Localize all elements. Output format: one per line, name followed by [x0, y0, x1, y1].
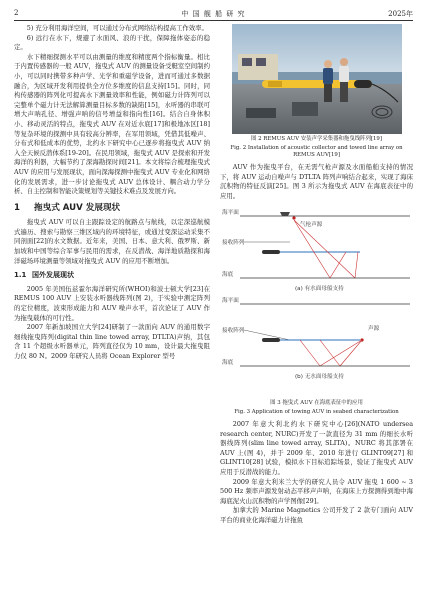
- body-paragraph: 2007 年新加坡国立大学[24]研制了一款面向 AUV 的通用数字细线拖曳阵列(digital thin line towed array, DTLTA)声纳，其包含 11 个超级水听器单元，阵列直径仅为 10 mm，设计最大拖曳阻力仅 80 N。2009 年研究人员将 Ocean Explorer 型号: [14, 323, 210, 360]
- panel-a: [222, 208, 410, 292]
- panel-a-sublabel: (a) 有水面母船支持: [295, 286, 344, 293]
- airgun-icon: [292, 217, 295, 220]
- body-paragraph: 2005 年美国伍兹霍尔海洋研究所(WHOI)和波士顿大学[23]在 REMUS 100 AUV 上安装水听器线阵列(图 2)，于实验中测定阵列的定位精度，波束形成能力和 AUV 噪声水平，首次论证了 AUV 作为拖曳载体的可行性。: [14, 284, 210, 322]
- body-paragraph: 2007 年意大利北约水下研究中心[26](NATO undersea research center, NURC)开发了一款直径为 31 mm 的细长水听器线阵列(slim line towed array, SLITA)。NURC 将其部署在 AUV 上(图 4)，并于 2009 年、2010 年进行 GLINT09[27] 和 GLINT10[28] 试验，模拟水下目标追踪场景，验证了拖曳式 AUV 应用于反潜战的能力。: [220, 419, 413, 476]
- subsection-heading: [14, 271, 210, 281]
- ray-line: [320, 340, 362, 366]
- journal-title: 中 国 舰 船 研 究: [181, 10, 246, 18]
- remus-auv-photo: [232, 24, 402, 134]
- ray-line: [330, 252, 346, 278]
- page-header: [14, 8, 413, 20]
- section-number: 1: [14, 202, 20, 213]
- panel-b: [222, 296, 410, 380]
- body-paragraph: 拖曳式 AUV 可以自主跟踪设定的航路点与航线，以定深巡航模式遍历、搜索与勘察三维区域内的环境特征，或通过变深运动采集不同剖面[22]的水文数据。近年来，美国、日本、意大利、俄罗斯、新加坡和中国等综合军事与民用的需求，在反潜战、海洋地质勘探和海洋磁场环境测量等领域对拖曳式 AUV 的应用不断增加。: [14, 218, 210, 265]
- figure-3-caption: 图 3 拖曳式 AUV 在海底表征中的应用: [270, 399, 363, 406]
- right-column: [220, 24, 413, 526]
- ship-icon: [280, 212, 290, 216]
- array-label: 接收阵列: [222, 328, 245, 335]
- section-title: 拖曳式 AUV 发展现状: [34, 202, 121, 213]
- ray-line: [320, 340, 340, 366]
- auv-icon: [262, 338, 280, 342]
- figure-3-caption-en: Fig. 3 Application of towing AUV in seabed characterization: [234, 408, 399, 415]
- array-label: 接收阵列: [222, 240, 245, 247]
- section-heading: [14, 204, 210, 214]
- page-number: 2: [14, 9, 19, 17]
- header-rule: [14, 20, 413, 21]
- list-item: 6) 远行在水下，规避了水面风、浪的干扰，保障拖体姿态的稳定。: [14, 33, 210, 52]
- body-paragraph: 水下精细探测水平可以由测量的维度和精度两个指标衡量。相比于内置传感器的一般 AUV，拖曳式 AUV 的测量设备受艇室空间制约小，可以同时携带多种声学、光学和重磁学设备，进而可通过多数据融合，为区域开发利用提供全方位多维度的信息支持[15]。同时，同构传感器的阵列化可提高水下测量效率和性能，例如磁力计阵列可以完整单个磁力计无法解算测量目标多数的缺陷[15]，水听器的串联可增大声呐孔径、增强声呐的信号增益和指向性[16]。结合自身体积小、移动灵活的特点，拖曳式 AUV 在对近水底[17]和极地冰区[18]等复杂环境的探测中具有较高分辨率，在军用领域，凭借其低噪声、分布式和低成本的优势，北约水下研究中心已逐步将拖曳式 AUV 纳入全天候反潜体系[19-20]。在民用领域，拖曳式 AUV 是探索和开发海洋的利器，大幅节约了深海勘探时间[21]。本文将综合梳理拖曳式 AUV 的应用与发展现状，面向深海探测中拖曳式 AUV 专业化和网络化的发展需求，进一步讨论拖曳式 AUV 总体设计、耦合动力学分析、自主控制和智能决策规划等关键技术难点及发展方向。: [14, 52, 210, 196]
- ray-line: [300, 340, 320, 366]
- seabed-label: 海底: [222, 272, 234, 279]
- subsection-title: 国外发展现状: [32, 271, 74, 280]
- subsection-number: 1.1: [14, 271, 27, 280]
- left-column: [14, 24, 210, 362]
- body-paragraph: 2009 年意大利米兰大学的研究人员令 AUV 拖曳 1 600 ~ 3 500 Hz 频率声源发射动态平移声声呐，在海床上方探测得到地中海海底泥火山沉积物的声学图像[29]。: [220, 477, 413, 505]
- figure-2-caption: 图 2 REMUS AUV 安装声学采集器和拖曳线阵列[19]: [251, 136, 382, 142]
- source-label: 声源: [368, 326, 380, 333]
- body-paragraph: AUV 作为拖曳平台，在无需气枪声源及水面船舶支持的情况下，将 AUV 运动自噪声与 DTLTA 阵列声响结合起来，实现了海床沉积物的特征反演[25]。图 3 所示为拖曳式 AUV 在海底表征中的应用。: [220, 163, 413, 200]
- list-item: 5) 充分利用海洋空间，可以通过分布式网络结构提高工作效率。: [26, 24, 208, 32]
- panel-b-sublabel: (b) 无水面母船支持: [295, 374, 344, 381]
- figure-2-caption-en: Fig. 2 Installation of acoustic collector and towed line array on REMUS AUV[19]: [230, 145, 403, 158]
- figure-3-diagram: [220, 204, 413, 394]
- seabed-label: 海底: [222, 360, 234, 367]
- sea-surface-label: 海平面: [222, 298, 239, 305]
- auv-icon: [262, 250, 280, 254]
- ray-line: [355, 252, 358, 278]
- airgun-label: 气枪声源: [300, 222, 323, 229]
- figure-2-photo: [232, 24, 402, 134]
- ray-line: [340, 340, 362, 366]
- sea-surface-label: 海平面: [222, 210, 239, 217]
- body-paragraph: 加拿大的 Marine Magnetics 公司开发了 2 款专门面向 AUV 平台的商业化海洋磁力计拖鱼: [220, 506, 413, 524]
- publication-year: 2025年: [388, 10, 413, 18]
